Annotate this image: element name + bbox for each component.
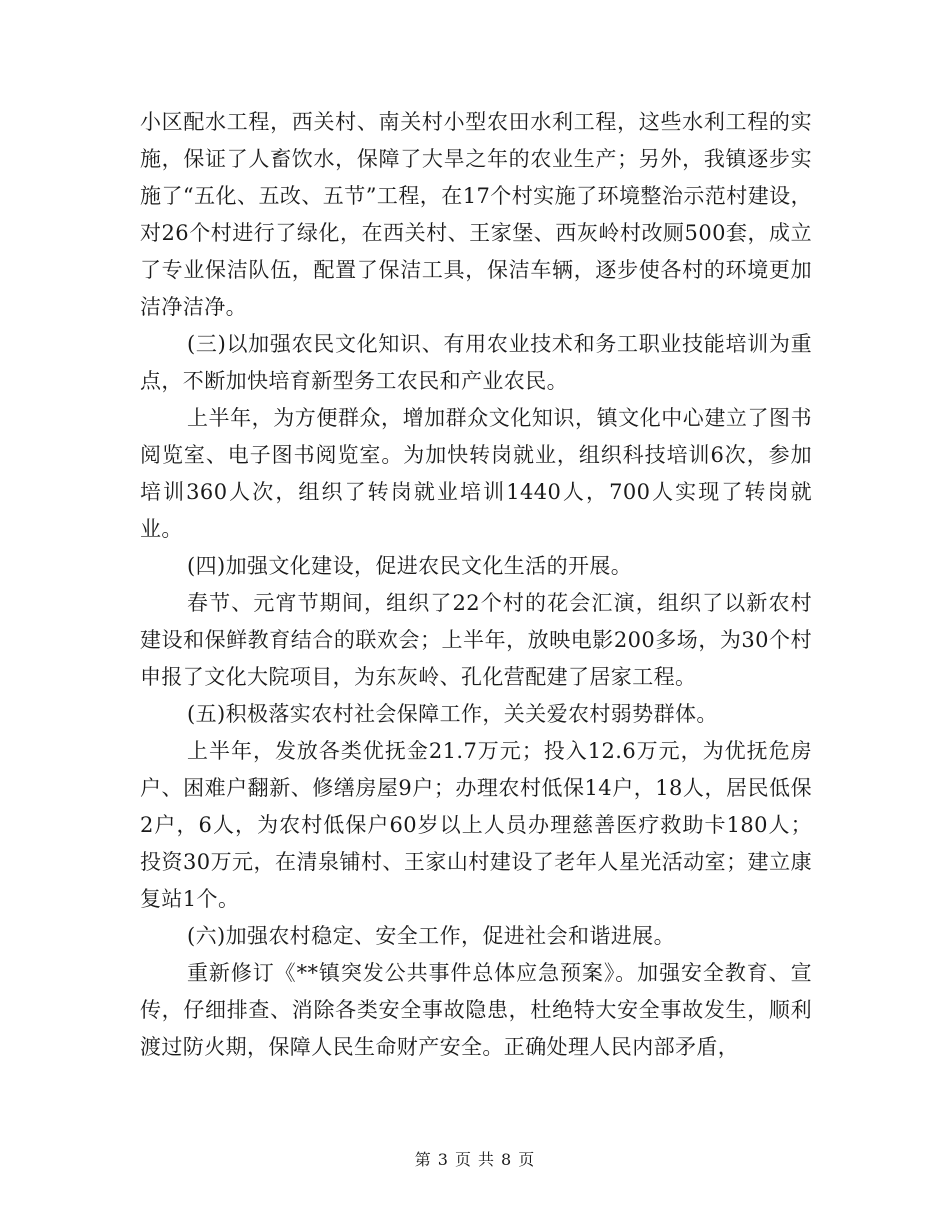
footer-middle: 页 共 (454, 1150, 496, 1169)
paragraph-2: (三)以加强农民文化知识、有用农业技术和务工职业技能培训为重点，不断加快培育新型务工农民和产业农民。 (140, 332, 812, 393)
footer-suffix: 页 (518, 1150, 536, 1169)
document-body (140, 104, 812, 1066)
page-footer (0, 1147, 950, 1170)
paragraph-7: 上半年，发放各类优抚金21.7万元；投入12.6万元，为优抚危房户、困难户翻新、修缮房屋9户；办理农村低保14户，18人，居民低保2户，6人，为农村低保户60岁以上人员办理慈善医疗救助卡180人；投资30万元，在清泉铺村、王家山村建设了老年人星光活动室；建立康复站1个。 (140, 739, 812, 911)
footer-current-page: 3 (437, 1150, 449, 1169)
paragraph-9: 重新修订《**镇突发公共事件总体应急预案》。加强安全教育、宣传，仔细排查、消除各类安全事故隐患，杜绝特大安全事故发生，顺利渡过防火期，保障人民生命财产安全。正确处理人民内部矛盾， (140, 961, 812, 1059)
paragraph-4: (四)加强文化建设，促进农民文化生活的开展。 (187, 554, 633, 578)
paragraph-6: (五)积极落实农村社会保障工作，关关爱农村弱势群体。 (187, 702, 718, 726)
paragraph-1: 小区配水工程，西关村、南关村小型农田水利工程，这些水利工程的实施，保证了人畜饮水，保障了大旱之年的农业生产；另外，我镇逐步实施了“五化、五改、五节”工程，在17个村实施了环境整治示范村建设，对26个村进行了绿化，在西关村、王家堡、西灰岭村改厕500套，成立了专业保洁队伍，配置了保洁工具，保洁车辆，逐步使各村的环境更加洁净洁净。 (140, 110, 812, 319)
footer-prefix: 第 (414, 1150, 432, 1169)
paragraph-5: 春节、元宵节期间，组织了22个村的花会汇演，组织了以新农村建设和保鲜教育结合的联欢会；上半年，放映电影200多场，为30个村申报了文化大院项目，为东灰岭、孔化营配建了居家工程。 (140, 591, 812, 689)
paragraph-3: 上半年，为方便群众，增加群众文化知识，镇文化中心建立了图书阅览室、电子图书阅览室。为加快转岗就业，组织科技培训6次，参加培训360人次，组织了转岗就业培训1440人，700人实现了转岗就业。 (140, 406, 812, 541)
footer-total-pages: 8 (501, 1150, 513, 1169)
paragraph-8: (六)加强农村稳定、安全工作，促进社会和谐进展。 (187, 924, 675, 948)
